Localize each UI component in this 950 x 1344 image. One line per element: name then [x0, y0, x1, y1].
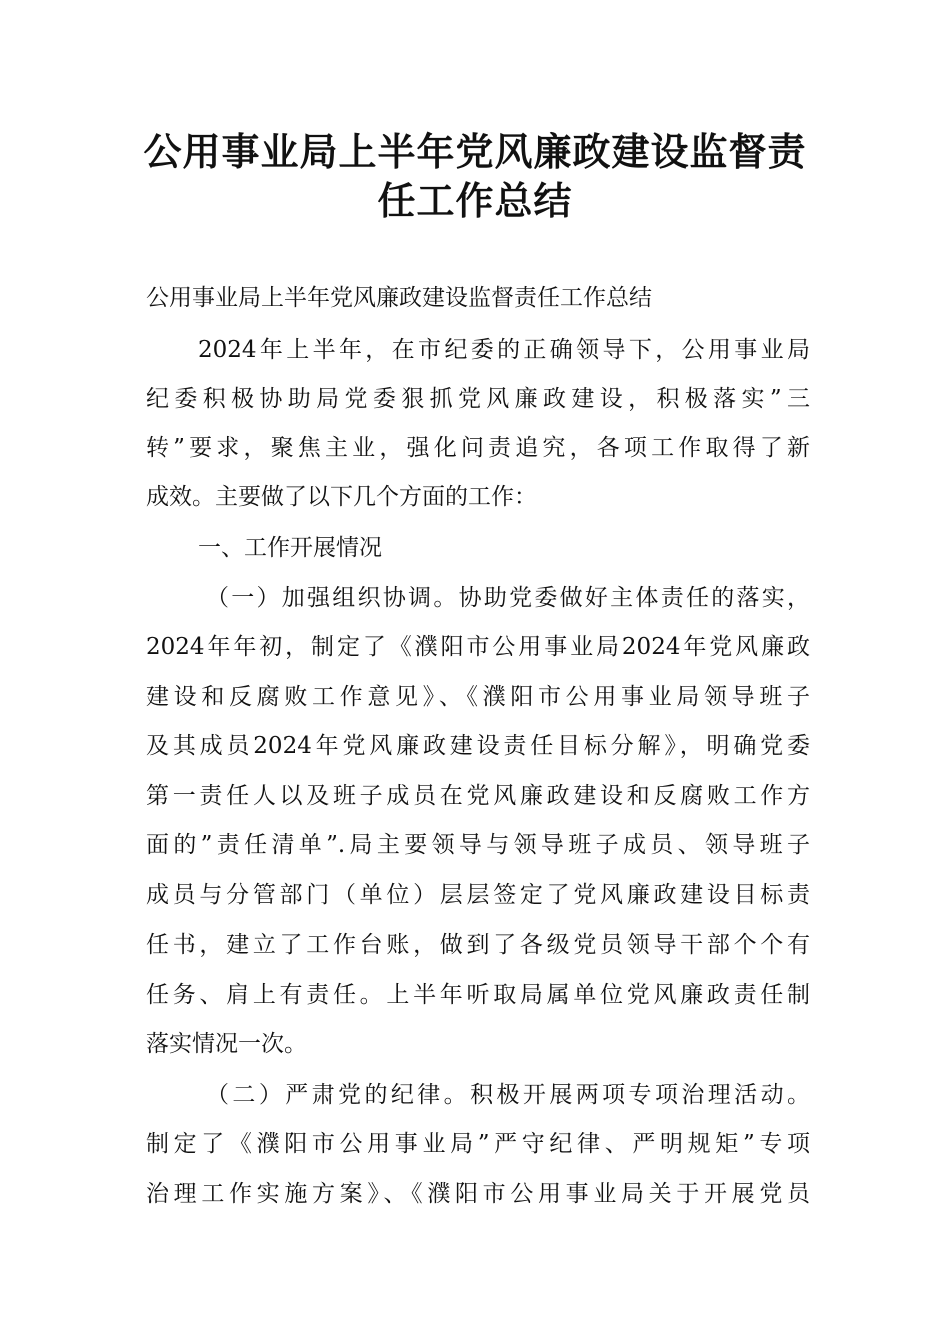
body-line: 转”要求，聚焦主业，强化问责追究，各项工作取得了新 — [146, 435, 810, 461]
body-line: （一）加强组织协调。协助党委做好主体责任的落实， — [206, 585, 810, 611]
document-title-line-1: 公用事业局上半年党风廉政建设监督责 — [143, 130, 807, 174]
body-line: 纪委积极协助局党委狠抓党风廉政建设，积极落实”三 — [146, 386, 810, 412]
document-title-line-2: 任工作总结 — [377, 179, 573, 223]
body-line: 制定了《濮阳市公用事业局”严守纪律、严明规矩”专项 — [146, 1131, 810, 1157]
body-line: 第一责任人以及班子成员在党风廉政建设和反腐败工作方 — [146, 783, 810, 809]
subtitle-line: 公用事业局上半年党风廉政建设监督责任工作总结 — [146, 285, 652, 311]
body-line: 成员与分管部门（单位）层层签定了党风廉政建设目标责 — [146, 882, 810, 908]
body-line: 2024年上半年，在市纪委的正确领导下，公用事业局 — [198, 337, 810, 363]
body-line: 及其成员2024年党风廉政建设责任目标分解》，明确党委 — [146, 733, 810, 759]
body-line: 任务、肩上有责任。上半年听取局属单位党风廉政责任制 — [146, 982, 810, 1008]
body-line: 面的”责任清单”.局主要领导与领导班子成员、领导班子 — [146, 832, 810, 858]
body-line: 2024年年初，制定了《濮阳市公用事业局2024年党风廉政 — [146, 634, 810, 660]
body-line: 建设和反腐败工作意见》、《濮阳市公用事业局领导班子 — [146, 684, 810, 710]
body-line: 治理工作实施方案》、《濮阳市公用事业局关于开展党员 — [146, 1181, 810, 1207]
body-line: 成效。主要做了以下几个方面的工作： — [146, 484, 537, 510]
body-line: 落实情况一次。 — [146, 1031, 307, 1057]
section-heading: 一、工作开展情况 — [198, 535, 382, 561]
body-line: 任书，建立了工作台账，做到了各级党员领导干部个个有 — [146, 932, 810, 958]
body-line: （二）严肃党的纪律。积极开展两项专项治理活动。 — [206, 1082, 810, 1108]
